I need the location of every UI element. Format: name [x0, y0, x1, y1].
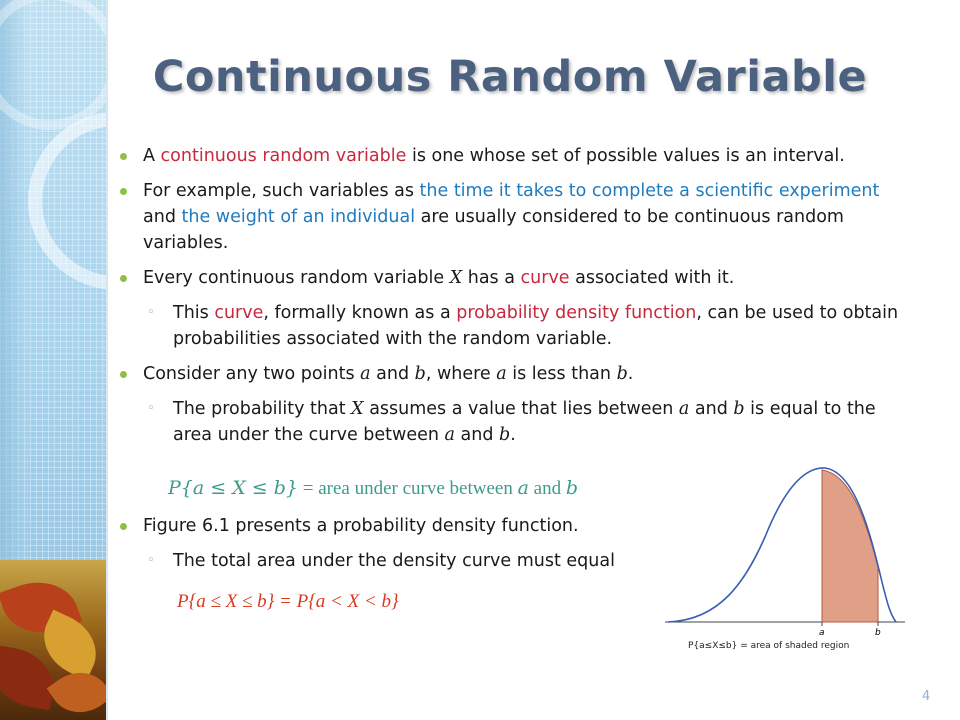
text: and — [454, 425, 500, 445]
label-b: b — [875, 628, 881, 638]
math-variable: b — [499, 425, 511, 445]
text: assumes a value that lies between — [363, 399, 679, 419]
text: For example, such variables as — [143, 181, 420, 201]
bullet-item — [118, 143, 908, 169]
text: The total area under the density curve must equal — [173, 551, 615, 571]
math-variable: b — [565, 477, 579, 499]
autumn-leaves-image — [0, 560, 106, 720]
highlight-term: the time it takes to complete a scientific experiment — [419, 181, 880, 201]
bullet-dot-icon — [120, 523, 127, 530]
formula-equal-probabilities: P{a ≤ X ≤ b} = P{a < X < b} — [177, 591, 399, 612]
text: are usually considered to be continuous random variables. — [143, 207, 844, 253]
text: . — [627, 364, 634, 384]
sub-bullet-item — [118, 300, 908, 352]
highlight-term: curve — [214, 303, 264, 323]
text: has a — [462, 268, 521, 288]
text: , can be used to obtain probabilities associated with the random variable. — [173, 303, 899, 349]
sub-bullet-ring-icon: ◦ — [147, 401, 155, 416]
highlight-term: curve — [520, 268, 570, 288]
math-variable: b — [733, 399, 745, 419]
math-variable: a — [678, 399, 690, 419]
text: is one whose set of possible values is an interval. — [406, 146, 845, 166]
text: This — [173, 303, 215, 323]
bullet-dot-icon — [120, 371, 127, 378]
text: and — [370, 364, 415, 384]
math-variable: b — [616, 364, 628, 384]
formula-text: = area under curve between — [297, 478, 518, 499]
highlight-term: probability density function — [456, 303, 697, 323]
decoration-ring-small — [0, 0, 106, 130]
bullet-item — [118, 265, 908, 291]
math-variable: b — [414, 364, 426, 384]
sub-bullet-ring-icon: ◦ — [147, 305, 155, 320]
math-variable: a — [496, 364, 507, 384]
bullet-dot-icon — [120, 188, 127, 195]
bullet-dot-icon — [120, 275, 127, 282]
text: The probability that — [173, 399, 352, 419]
text: is less than — [506, 364, 617, 384]
text: Consider any two points — [143, 364, 361, 384]
slide-content — [118, 143, 908, 457]
math-variable: X — [449, 268, 463, 288]
sub-bullet-ring-icon: ◦ — [147, 553, 155, 568]
figure-caption: P{a≤X≤b} = area of shaded region — [688, 641, 850, 651]
sub-bullet-item — [118, 396, 908, 448]
bullet-item — [118, 361, 908, 387]
page-number: 4 — [922, 689, 931, 704]
highlight-term: continuous random variable — [160, 146, 407, 166]
density-curve-figure — [660, 462, 910, 657]
text: and — [143, 207, 182, 227]
formula-lhs: P{a ≤ X ≤ b} — [168, 477, 298, 499]
left-decoration — [0, 0, 106, 720]
bullet-item — [118, 178, 908, 256]
bullet-dot-icon — [120, 153, 127, 160]
label-a: a — [819, 628, 825, 638]
text: Every continuous random variable — [143, 268, 450, 288]
text: is equal to the area under the curve between — [173, 399, 876, 445]
text: . — [510, 425, 516, 445]
text: , where — [425, 364, 497, 384]
math-variable: X — [351, 399, 364, 419]
shaded-region — [822, 470, 878, 622]
text: and — [689, 399, 734, 419]
text: A — [143, 146, 161, 166]
decoration-divider — [106, 0, 108, 720]
formula-probability-area — [168, 477, 578, 500]
math-variable: a — [517, 477, 529, 499]
highlight-term: the weight of an individual — [181, 207, 416, 227]
slide-title: Continuous Random Variable — [152, 52, 868, 102]
math-variable: a — [360, 364, 371, 384]
math-variable: a — [444, 425, 455, 445]
text: , formally known as a — [263, 303, 457, 323]
text: associated with it. — [569, 268, 735, 288]
formula-text: and — [528, 478, 566, 499]
text: Figure 6.1 presents a probability density function. — [143, 516, 579, 536]
